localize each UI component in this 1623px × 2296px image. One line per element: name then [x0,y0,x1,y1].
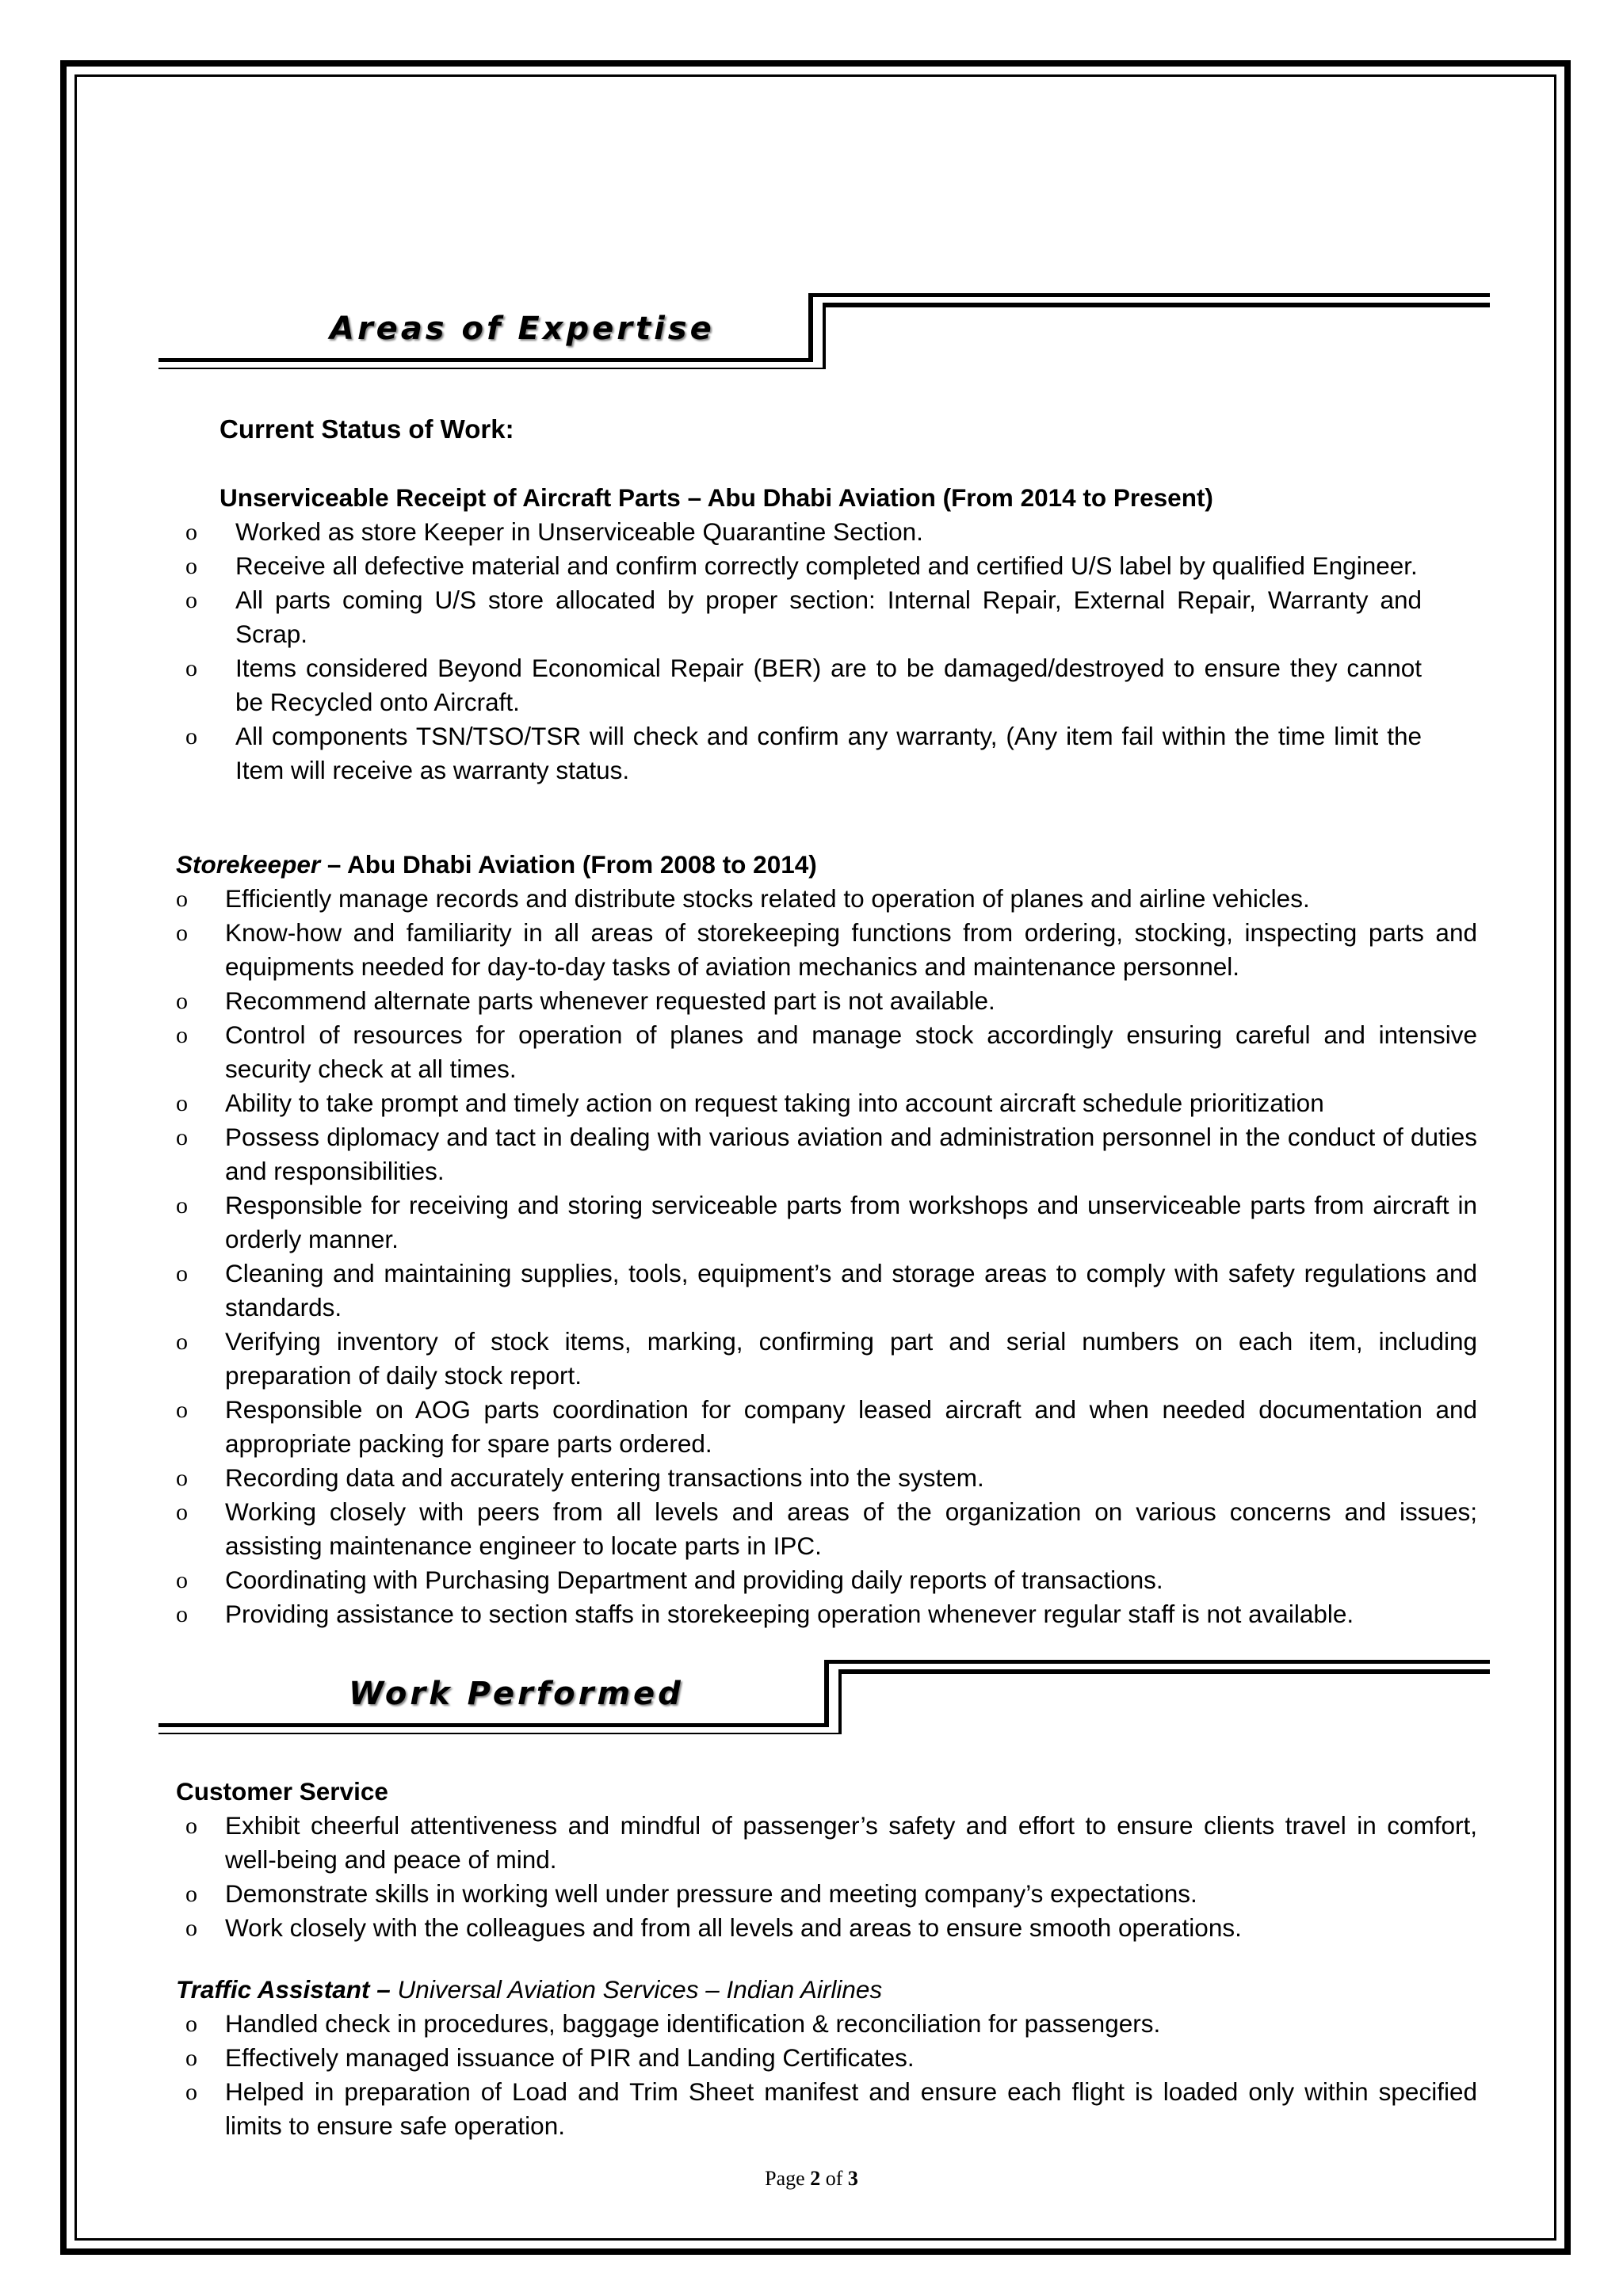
bullet-marker: o [176,1397,188,1423]
list-item-text: Responsible for receiving and storing serviceable parts from workshops and unserviceable parts from aircraft in orderly manner. [225,1191,1477,1253]
list-item [176,1809,1477,1877]
storekeeper-role: Storekeeper [176,850,321,879]
bullet-marker: o [176,1261,188,1287]
list-item-text: Recording data and accurately entering transactions into the system. [225,1463,984,1492]
list-item-text: All components TSN/TSO/TSR will check and confirm any warranty, (Any item fail within the time limit the Item will receive as warranty status. [235,722,1422,784]
heading-rule [158,358,813,362]
list-item [176,583,1422,651]
list-item [176,1086,1477,1120]
customer-service-list [176,1809,1477,1945]
section-heading-work [158,1660,1490,1747]
list-item [176,984,1477,1018]
list-item [176,515,1422,549]
bullet-marker: o [185,587,197,613]
list-item-text: Efficiently manage records and distribute stocks related to operation of planes and airline vehicles. [225,884,1310,913]
bullet-marker: o [185,553,197,579]
heading-rule [838,1669,1490,1674]
bullet-marker: o [176,1465,188,1491]
list-item-text: Coordinating with Purchasing Department and providing daily reports of transactions. [225,1566,1163,1594]
unserviceable-list [176,515,1422,788]
list-item [176,1018,1477,1086]
list-item-text: All parts coming U/S store allocated by proper section: Internal Repair, External Repair, Warranty and Scrap. [235,585,1422,648]
section-title: Work Performed [349,1676,684,1712]
traffic-heading [176,1973,1477,2007]
list-item [176,1911,1477,1945]
bullet-marker: o [176,1499,188,1525]
list-item [176,1257,1477,1325]
unserviceable-heading: Unserviceable Receipt of Aircraft Parts – Abu Dhabi Aviation (From 2014 to Present) [220,483,1213,512]
list-item [176,549,1422,583]
bullet-marker: o [185,2011,197,2037]
unserviceable-section [176,481,1422,788]
bullet-marker: o [185,723,197,749]
heading-rule [158,1733,842,1734]
list-item-text: Know-how and familiarity in all areas of storekeeping functions from ordering, stocking, inspecting parts and equipments needed for day-to-day tasks of aviation mechanics and maintenance personnel. [225,918,1477,981]
list-item-text: Verifying inventory of stock items, marking, confirming part and serial numbers on each item, including preparation of daily stock report. [225,1327,1477,1390]
bullet-marker: o [176,1329,188,1355]
list-item-text: Ability to take prompt and timely action on request taking into account aircraft schedule prioritization [225,1089,1324,1117]
list-item [176,1563,1477,1597]
list-item-text: Work closely with the colleagues and from all levels and areas to ensure smooth operations. [225,1913,1242,1942]
heading-rule [823,303,1490,307]
list-item-text: Handled check in procedures, baggage identification & reconciliation for passengers. [225,2009,1161,2038]
traffic-list [176,2007,1477,2143]
section-title: Areas of Expertise [330,311,715,347]
storekeeper-list [176,882,1477,1631]
list-item [176,1877,1477,1911]
heading-rule [808,293,813,362]
bullet-marker: o [185,1813,197,1839]
bullet-marker: o [176,1124,188,1150]
list-item-text: Providing assistance to section staffs in storekeeping operation whenever regular staff is not available. [225,1600,1354,1628]
customer-service-heading: Customer Service [176,1777,388,1806]
storekeeper-employer: – Abu Dhabi Aviation (From 2008 to 2014) [320,850,817,879]
bullet-marker: o [176,1567,188,1593]
heading-rule [824,1660,1490,1664]
bullet-marker: o [176,1022,188,1048]
list-item [176,1393,1477,1461]
list-item [176,651,1422,719]
list-item-text: Responsible on AOG parts coordination for company leased aircraft and when needed documentation and appropriate packing for spare parts ordered. [225,1395,1477,1458]
page-footer [0,2167,1623,2191]
list-item [176,882,1477,916]
bullet-marker: o [176,1601,188,1627]
list-item [176,1461,1477,1495]
customer-service-section [176,1775,1477,1945]
list-item-text: Helped in preparation of Load and Trim Sheet manifest and ensure each flight is loaded only within specified limits to ensure safe operation. [225,2077,1477,2140]
list-item-text: Exhibit cheerful attentiveness and mindful of passenger’s safety and effort to ensure clients travel in comfort, well-being and peace of mind. [225,1811,1477,1874]
list-item-text: Working closely with peers from all levels and areas of the organization on various concerns and issues; assisting maintenance engineer to locate parts in IPC. [225,1497,1477,1560]
list-item [176,1495,1477,1563]
footer-prefix: Page [765,2167,811,2190]
storekeeper-heading [176,848,1477,882]
section-heading-expertise [158,293,1490,380]
traffic-section [176,1973,1477,2143]
list-item-text: Possess diplomacy and tact in dealing with various aviation and administration personnel in the conduct of duties and responsibilities. [225,1123,1477,1185]
traffic-employer: Universal Aviation Services – Indian Airlines [397,1975,883,2004]
bullet-marker: o [176,1192,188,1219]
list-item [176,719,1422,788]
bullet-marker: o [185,519,197,545]
list-item [176,1188,1477,1257]
list-item [176,1325,1477,1393]
list-item [176,2007,1477,2041]
current-status-heading: Current Status of Work: [220,414,514,444]
storekeeper-section [176,848,1477,1631]
list-item-text: Recommend alternate parts whenever requested part is not available. [225,986,995,1015]
list-item [176,2075,1477,2143]
bullet-marker: o [185,1881,197,1907]
list-item-text: Control of resources for operation of planes and manage stock accordingly ensuring careful and intensive security check at all times. [225,1020,1477,1083]
list-item [176,1120,1477,1188]
list-item-text: Demonstrate skills in working well under pressure and meeting company’s expectations. [225,1879,1197,1908]
bullet-marker: o [185,655,197,681]
bullet-marker: o [176,920,188,946]
footer-page-total: 3 [847,2167,858,2190]
list-item-text: Cleaning and maintaining supplies, tools, equipment’s and storage areas to comply with safety regulations and standards. [225,1259,1477,1322]
heading-rule [823,306,826,369]
bullet-marker: o [185,2045,197,2071]
bullet-marker: o [176,1090,188,1116]
heading-rule [838,1672,842,1734]
list-item-text: Receive all defective material and confirm correctly completed and certified U/S label by qualified Engineer. [235,551,1418,580]
list-item [176,916,1477,984]
heading-rule [158,368,826,369]
heading-rule [824,1660,829,1727]
bullet-marker: o [185,2079,197,2105]
traffic-role: Traffic Assistant – [176,1975,398,2004]
list-item-text: Worked as store Keeper in Unserviceable Quarantine Section. [235,517,923,546]
footer-page-number: 2 [810,2167,821,2190]
bullet-marker: o [176,886,188,912]
heading-rule [808,293,1490,297]
list-item [176,1597,1477,1631]
list-item [176,2041,1477,2075]
heading-rule [158,1723,829,1727]
list-item-text: Effectively managed issuance of PIR and Landing Certificates. [225,2043,915,2072]
bullet-marker: o [185,1915,197,1941]
bullet-marker: o [176,988,188,1014]
list-item-text: Items considered Beyond Economical Repair (BER) are to be damaged/destroyed to ensure they cannot be Recycled onto Aircraft. [235,654,1422,716]
footer-of: of [820,2167,848,2190]
